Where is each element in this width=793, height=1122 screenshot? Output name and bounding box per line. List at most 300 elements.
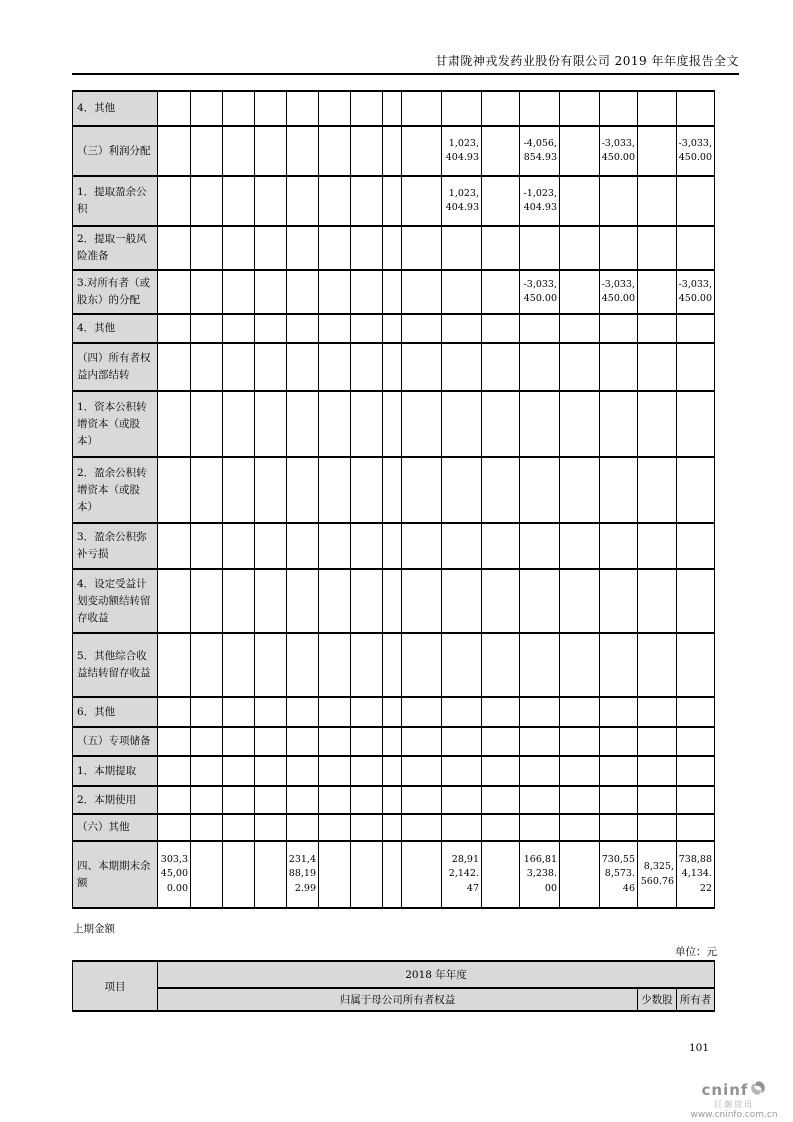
value-cell	[191, 226, 223, 270]
value-cell	[319, 841, 351, 908]
row-label: 4．其他	[73, 314, 158, 343]
value-cell	[560, 727, 600, 756]
value-cell	[383, 126, 402, 176]
value-cell	[600, 814, 638, 841]
value-cell	[223, 697, 255, 727]
header-rule	[72, 73, 739, 75]
value-cell	[223, 343, 255, 391]
value-cell	[158, 270, 191, 314]
value-cell	[402, 786, 442, 814]
value-cell	[402, 633, 442, 697]
table-row	[73, 786, 715, 814]
value-cell	[191, 343, 223, 391]
value-cell	[158, 457, 191, 523]
value-cell	[351, 226, 383, 270]
value-cell	[560, 523, 600, 569]
value-cell	[402, 697, 442, 727]
value-cell	[319, 569, 351, 633]
value-cell	[560, 270, 600, 314]
value-cell	[223, 786, 255, 814]
value-cell	[351, 270, 383, 314]
value-cell: 28,912,142.47	[442, 841, 482, 908]
value-cell: -4,056,854.93	[520, 126, 560, 176]
value-cell	[158, 697, 191, 727]
value-cell	[402, 226, 442, 270]
value-cell: 166,813,238.00	[520, 841, 560, 908]
value-cell	[600, 786, 638, 814]
value-cell	[287, 343, 319, 391]
value-cell	[255, 126, 287, 176]
value-cell	[191, 126, 223, 176]
value-cell	[191, 176, 223, 226]
value-cell	[351, 391, 383, 457]
value-cell	[600, 569, 638, 633]
value-cell	[677, 727, 715, 756]
row-label: 5．其他综合收益结转留存收益	[73, 633, 158, 697]
table-row	[73, 756, 715, 786]
value-cell	[158, 314, 191, 343]
value-cell	[158, 633, 191, 697]
equity-change-table	[72, 90, 715, 909]
value-cell	[520, 523, 560, 569]
value-cell	[255, 343, 287, 391]
table-row	[73, 226, 715, 270]
value-cell	[677, 814, 715, 841]
value-cell	[560, 343, 600, 391]
value-cell	[351, 569, 383, 633]
value-cell	[351, 786, 383, 814]
value-cell	[287, 633, 319, 697]
value-cell	[638, 457, 677, 523]
value-cell	[520, 226, 560, 270]
value-cell	[351, 727, 383, 756]
value-cell	[383, 756, 402, 786]
value-cell	[560, 314, 600, 343]
value-cell	[520, 91, 560, 126]
value-cell	[402, 91, 442, 126]
value-cell	[482, 314, 520, 343]
value-cell	[520, 786, 560, 814]
value-cell	[223, 176, 255, 226]
value-cell	[442, 391, 482, 457]
value-cell: -3,033,450.00	[677, 126, 715, 176]
value-cell	[482, 569, 520, 633]
value-cell	[255, 569, 287, 633]
value-cell	[442, 814, 482, 841]
value-cell	[638, 814, 677, 841]
value-cell	[255, 314, 287, 343]
value-cell	[223, 226, 255, 270]
value-cell	[191, 314, 223, 343]
value-cell	[442, 226, 482, 270]
value-cell	[638, 633, 677, 697]
value-cell: -3,033,450.00	[600, 270, 638, 314]
row-label: 1．提取盈余公积	[73, 176, 158, 226]
value-cell	[520, 814, 560, 841]
value-cell	[600, 457, 638, 523]
value-cell	[319, 633, 351, 697]
value-cell	[383, 270, 402, 314]
value-cell	[255, 176, 287, 226]
value-cell	[351, 756, 383, 786]
value-cell	[520, 569, 560, 633]
period-header-row-2	[73, 988, 715, 1011]
row-label: 四、本期期末余额	[73, 841, 158, 908]
value-cell	[600, 633, 638, 697]
value-cell	[319, 727, 351, 756]
value-cell	[319, 523, 351, 569]
value-cell	[191, 523, 223, 569]
value-cell	[482, 176, 520, 226]
table-row	[73, 343, 715, 391]
value-cell	[482, 226, 520, 270]
value-cell: 8,325,560.76	[638, 841, 677, 908]
value-cell	[560, 226, 600, 270]
value-cell	[600, 697, 638, 727]
value-cell	[638, 126, 677, 176]
value-cell	[351, 314, 383, 343]
cninfo-url: www.cninfo.com.cn	[690, 1109, 778, 1120]
value-cell	[383, 697, 402, 727]
value-cell	[402, 126, 442, 176]
value-cell	[520, 697, 560, 727]
value-cell	[287, 126, 319, 176]
value-cell	[402, 814, 442, 841]
row-label: （六）其他	[73, 814, 158, 841]
value-cell	[223, 841, 255, 908]
table-row	[73, 457, 715, 523]
value-cell	[351, 176, 383, 226]
value-cell	[191, 391, 223, 457]
value-cell	[191, 727, 223, 756]
value-cell	[223, 569, 255, 633]
value-cell	[677, 314, 715, 343]
value-cell	[255, 786, 287, 814]
value-cell	[158, 727, 191, 756]
table-row	[73, 569, 715, 633]
unit-label: 单位：元	[675, 946, 717, 958]
row-label: 4．设定受益计划变动额结转留存收益	[73, 569, 158, 633]
value-cell	[677, 391, 715, 457]
value-cell	[383, 727, 402, 756]
value-cell: -1,023,404.93	[520, 176, 560, 226]
page-header-title: 甘肃陇神戎发药业股份有限公司 2019 年年度报告全文	[435, 54, 739, 68]
row-label: 1．资本公积转增资本（或股本）	[73, 391, 158, 457]
table-row	[73, 126, 715, 176]
value-cell	[520, 633, 560, 697]
value-cell	[638, 91, 677, 126]
value-cell	[677, 523, 715, 569]
value-cell	[287, 391, 319, 457]
value-cell	[402, 727, 442, 756]
value-cell	[255, 756, 287, 786]
value-cell	[638, 343, 677, 391]
value-cell	[383, 841, 402, 908]
value-cell	[383, 314, 402, 343]
cninfo-logo	[679, 1080, 789, 1120]
value-cell	[191, 457, 223, 523]
value-cell	[319, 343, 351, 391]
prev-period-header-table	[72, 960, 715, 1012]
value-cell	[223, 457, 255, 523]
value-cell	[383, 523, 402, 569]
value-cell	[191, 633, 223, 697]
value-cell	[638, 727, 677, 756]
value-cell	[520, 727, 560, 756]
value-cell	[191, 814, 223, 841]
value-cell	[560, 569, 600, 633]
value-cell	[638, 270, 677, 314]
year-header-cell: 2018 年年度	[158, 961, 715, 988]
row-label: 4．其他	[73, 91, 158, 126]
value-cell: -3,033,450.00	[600, 126, 638, 176]
value-cell	[255, 697, 287, 727]
value-cell	[158, 391, 191, 457]
value-cell	[560, 697, 600, 727]
value-cell	[351, 633, 383, 697]
value-cell	[638, 786, 677, 814]
value-cell	[158, 226, 191, 270]
value-cell	[319, 697, 351, 727]
value-cell	[442, 697, 482, 727]
table-row	[73, 523, 715, 569]
value-cell	[600, 523, 638, 569]
value-cell	[191, 786, 223, 814]
value-cell	[677, 633, 715, 697]
value-cell	[158, 126, 191, 176]
table-row	[73, 633, 715, 697]
value-cell	[677, 226, 715, 270]
value-cell	[383, 226, 402, 270]
value-cell	[351, 91, 383, 126]
value-cell	[402, 391, 442, 457]
value-cell	[255, 270, 287, 314]
value-cell	[223, 814, 255, 841]
value-cell	[191, 841, 223, 908]
value-cell	[442, 457, 482, 523]
value-cell	[319, 756, 351, 786]
value-cell: -3,033,450.00	[520, 270, 560, 314]
value-cell	[223, 126, 255, 176]
value-cell	[191, 91, 223, 126]
value-cell	[600, 176, 638, 226]
cninfo-brand-row	[679, 1080, 789, 1100]
value-cell	[287, 314, 319, 343]
table-row	[73, 697, 715, 727]
row-label: 2．本期使用	[73, 786, 158, 814]
value-cell	[600, 314, 638, 343]
prev-period-section-label: 上期金额	[73, 923, 115, 935]
value-cell	[560, 91, 600, 126]
value-cell	[383, 176, 402, 226]
value-cell	[158, 814, 191, 841]
value-cell	[351, 814, 383, 841]
value-cell	[287, 697, 319, 727]
value-cell	[287, 569, 319, 633]
value-cell	[442, 91, 482, 126]
value-cell	[255, 814, 287, 841]
value-cell	[482, 523, 520, 569]
table-row	[73, 314, 715, 343]
value-cell	[520, 756, 560, 786]
value-cell	[319, 314, 351, 343]
value-cell	[319, 391, 351, 457]
value-cell	[677, 569, 715, 633]
value-cell	[560, 633, 600, 697]
value-cell	[383, 633, 402, 697]
value-cell	[677, 343, 715, 391]
value-cell	[255, 457, 287, 523]
value-cell	[482, 727, 520, 756]
parent-equity-header-cell: 归属于母公司所有者权益	[158, 988, 638, 1011]
value-cell	[402, 270, 442, 314]
table-row	[73, 727, 715, 756]
row-label: 1．本期提取	[73, 756, 158, 786]
value-cell	[442, 523, 482, 569]
value-cell	[223, 523, 255, 569]
value-cell: 730,558,573.46	[600, 841, 638, 908]
value-cell	[677, 176, 715, 226]
value-cell	[287, 756, 319, 786]
value-cell	[600, 226, 638, 270]
value-cell	[351, 697, 383, 727]
value-cell	[287, 226, 319, 270]
value-cell	[287, 176, 319, 226]
value-cell	[319, 226, 351, 270]
value-cell	[191, 756, 223, 786]
value-cell	[482, 391, 520, 457]
value-cell	[351, 343, 383, 391]
value-cell	[255, 841, 287, 908]
value-cell	[677, 457, 715, 523]
value-cell	[287, 523, 319, 569]
value-cell	[402, 176, 442, 226]
value-cell	[560, 786, 600, 814]
value-cell	[560, 176, 600, 226]
value-cell	[158, 523, 191, 569]
value-cell	[158, 569, 191, 633]
value-cell	[255, 91, 287, 126]
table-row	[73, 91, 715, 126]
period-header-row-1	[73, 961, 715, 988]
value-cell	[482, 270, 520, 314]
value-cell	[223, 270, 255, 314]
value-cell	[638, 523, 677, 569]
row-label: （五）专项储备	[73, 727, 158, 756]
row-label: （三）利润分配	[73, 126, 158, 176]
value-cell	[402, 314, 442, 343]
value-cell	[402, 457, 442, 523]
value-cell	[442, 633, 482, 697]
value-cell	[560, 756, 600, 786]
value-cell	[158, 343, 191, 391]
row-label: （四）所有者权益内部结转	[73, 343, 158, 391]
value-cell	[677, 786, 715, 814]
value-cell	[482, 343, 520, 391]
value-cell	[158, 176, 191, 226]
value-cell	[638, 756, 677, 786]
row-label: 6．其他	[73, 697, 158, 727]
value-cell	[319, 270, 351, 314]
value-cell	[560, 457, 600, 523]
value-cell	[520, 343, 560, 391]
cninfo-brand-text: cninf	[701, 1080, 749, 1099]
value-cell	[287, 457, 319, 523]
value-cell	[482, 126, 520, 176]
value-cell	[677, 91, 715, 126]
value-cell	[319, 91, 351, 126]
value-cell: 303,345,000.00	[158, 841, 191, 908]
value-cell	[442, 343, 482, 391]
value-cell	[319, 457, 351, 523]
footer-page-number: 101	[688, 1042, 709, 1054]
value-cell	[255, 727, 287, 756]
value-cell	[287, 786, 319, 814]
value-cell	[442, 786, 482, 814]
value-cell	[351, 457, 383, 523]
value-cell	[383, 814, 402, 841]
value-cell	[482, 457, 520, 523]
value-cell	[383, 343, 402, 391]
value-cell	[287, 270, 319, 314]
value-cell	[482, 756, 520, 786]
value-cell	[383, 569, 402, 633]
value-cell	[191, 569, 223, 633]
value-cell	[482, 786, 520, 814]
value-cell	[255, 633, 287, 697]
value-cell	[560, 391, 600, 457]
value-cell	[351, 841, 383, 908]
value-cell	[520, 314, 560, 343]
value-cell	[402, 841, 442, 908]
value-cell	[402, 569, 442, 633]
value-cell	[319, 786, 351, 814]
row-label: 3．盈余公积弥补亏损	[73, 523, 158, 569]
value-cell	[520, 457, 560, 523]
row-label: 2．提取一般风险准备	[73, 226, 158, 270]
value-cell	[383, 786, 402, 814]
value-cell	[600, 727, 638, 756]
value-cell	[383, 457, 402, 523]
value-cell	[560, 814, 600, 841]
value-cell: 1,023,404.93	[442, 126, 482, 176]
value-cell	[638, 226, 677, 270]
value-cell	[223, 314, 255, 343]
value-cell	[482, 697, 520, 727]
item-header-cell: 项目	[73, 961, 158, 1011]
value-cell	[319, 814, 351, 841]
value-cell	[158, 786, 191, 814]
value-cell	[638, 314, 677, 343]
value-cell: 1,023,404.93	[442, 176, 482, 226]
value-cell	[319, 176, 351, 226]
row-label: 3.对所有者（或股东）的分配	[73, 270, 158, 314]
table-row	[73, 391, 715, 457]
value-cell	[482, 91, 520, 126]
row-label: 2．盈余公积转增资本（或股本）	[73, 457, 158, 523]
value-cell: 231,488,192.99	[287, 841, 319, 908]
value-cell	[482, 633, 520, 697]
value-cell	[191, 270, 223, 314]
table-row	[73, 814, 715, 841]
value-cell	[677, 756, 715, 786]
minority-header-cell: 少数股	[638, 988, 677, 1011]
table-row	[73, 841, 715, 908]
value-cell	[287, 727, 319, 756]
value-cell	[223, 633, 255, 697]
value-cell	[287, 814, 319, 841]
value-cell	[442, 314, 482, 343]
